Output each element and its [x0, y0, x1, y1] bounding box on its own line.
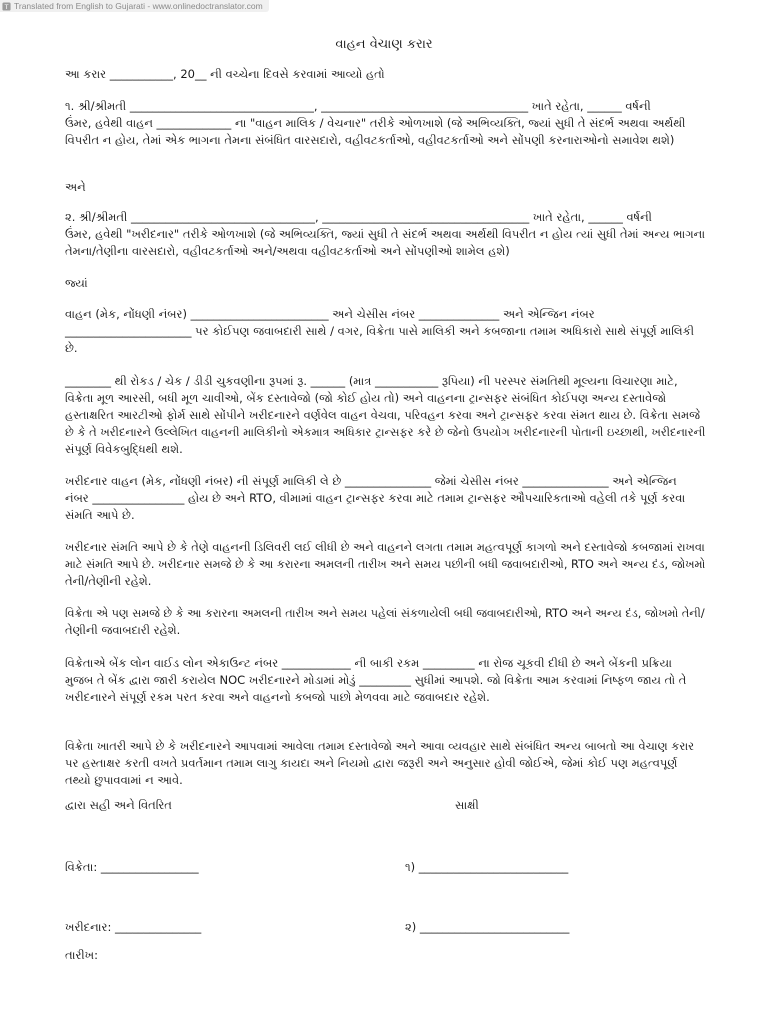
text-line: ખરીદનાર વાહન (મેક, નોંધણી નંબર) ની સંપૂર્ણ માલિકી લે છે _______________ જેમાં ચેસીસ નંબર _______________ અને એન્જિન [65, 474, 677, 488]
text-line: તેણીની જવાબદારી રહેશે. [65, 623, 181, 637]
text-line: સંપૂર્ણ વિવેકબુદ્ધિથી થશે. [65, 442, 183, 456]
buyer-signature-line: ખરીદનાર: _______________ [65, 920, 202, 934]
text-line: આ કરાર ___________, 20__ ની વચ્ચેના દિવસે કરવામાં આવ્યો હતો [65, 67, 385, 81]
text-line: મુજબ તે બેંક દ્વારા જારી કરાયેલ NOC ખરીદનારને મોડામાં મોડું _________ સુધીમાં આપશે. જો વિક્રેતા આમ કરવામાં નિષ્ફળ જાય તો તે [65, 673, 687, 687]
text-line: ઉંમર, હવેથી વાહન _____________ ના "વાહન માલિક / વેચનાર" તરીકે ઓળખાશે (જે અભિવ્યક્તિ, જ્યાં સુધી તે સંદર્ભ અથવા અર્થથી [65, 116, 686, 130]
text-line: અને [65, 180, 86, 194]
text-line: ૨. શ્રી/શ્રીમતી ________________________________, ____________________________________ ખાતે રહેતા, ______ વર્ષની [65, 210, 652, 224]
text-line: ખરીદનારને સંપૂર્ણ રકમ પરત કરવા અને વાહનનો કબજો પાછો મેળવવા માટે જવાબદાર રહેશે. [65, 690, 490, 704]
text-line: ______________________ પર કોઈપણ જવાબદારી સાથે / વગર, વિક્રેતા પાસે માલિકી અને કબજાના તમામ અધિકારો સાથે સંપૂર્ણ માલિકી [65, 324, 694, 338]
witness-2-signature-line: ૨) __________________________ [405, 920, 570, 934]
text-line: વિક્રેતા ખાતરી આપે છે કે ખરીદનારને આપવામાં આવેલા તમામ દસ્તાવેજો અને આવા વ્યવહાર સાથે સંબંધિત અન્ય બાબતો આ વેચાણ કરાર [65, 739, 695, 753]
text-line: વાહન (મેક, નોંધણી નંબર) ________________________ અને ચેસીસ નંબર ______________ અને એન્જિન નંબર [65, 307, 595, 321]
text-line: ખરીદનાર સંમતિ આપે છે કે તેણે વાહનની ડિલિવરી લઈ લીધી છે અને વાહનને લગતા તમામ મહત્વપૂર્ણ કાગળો અને દસ્તાવેજો કબજામાં રાખવા [65, 540, 705, 554]
text-line: તથ્યો છુપાવવામાં ન આવે. [65, 773, 183, 787]
text-line: નંબર ________________ હોય છે અને RTO, વીમામાં વાહન ટ્રાન્સફર કરવા માટે તમામ ટ્રાન્સફર ઔપચારિકતાઓ વહેલી તકે પૂર્ણ કરવા [65, 491, 686, 505]
text-line: તેમના/તેણીના વારસદારો, વહીવટકર્તાઓ અને/અથવા વહીવટકર્તાઓ અને સોંપણીઓ શામેલ હશે) [65, 244, 510, 258]
text-line: ઉંમર, હવેથી "ખરીદનાર" તરીકે ઓળખાશે (જે અભિવ્યક્તિ, જ્યાં સુધી તે સંદર્ભ અથવા અર્થથી વિપરીત ન હોય ત્યાં સુધી તેમાં અન્ય ભાગના [65, 227, 706, 241]
document-title: વાહન વેચાણ કરાર [335, 37, 433, 52]
text-line: વિક્રેતાએ બેંક લોન વાઈડ લોન એકાઉન્ટ નંબર ____________ ની બાકી રકમ _________ ના રોજ ચૂકવી દીધી છે અને બેંકની પ્રક્રિયા [65, 656, 672, 670]
text-line: વિક્રેતા એ પણ સમજે છે કે આ કરારના અમલની તારીખ અને સમય પહેલાં સંકળાયેલી બધી જવાબદારીઓ, RTO અને અન્ય દંડ, જોખમો તેની/ [65, 606, 705, 620]
witness-label: સાક્ષી [455, 798, 479, 812]
seller-signature-line: વિક્રેતા: _________________ [65, 860, 199, 874]
text-line: સંમતિ આપે છે. [65, 508, 135, 522]
signed-delivered-label: દ્વારા સહી અને વિતરિત [65, 798, 172, 812]
text-line: પર હસ્તાક્ષર કરતી વખતે પ્રવર્તમાન તમામ લાગુ કાયદા અને નિયમો દ્વારા જરૂરી અને અનુસાર હોવી જોઈએ, જેમાં કોઈ પણ મહત્વપૂર્ણ [65, 756, 678, 770]
svg-text:T: T [4, 3, 9, 11]
text-line: વિપરીત ન હોય, તેમાં એક ભાગના તેમના સંબંધિત વારસદારો, વહીવટકર્તાઓ, વહીવટકર્તાઓ અને સોંપણી કરનારાઓનો સમાવેશ થશે) [65, 133, 675, 147]
text-line: છે કે તે ખરીદનારને ઉલ્લેખિત વાહનની માલિકીનો એકમાત્ર અધિકાર ટ્રાન્સફર કરે છે જેનો ઉપયોગ ખરીદનારની પોતાની ઇચ્છાથી, ખરીદનારની [65, 425, 706, 439]
text-line: માટે સંમતિ આપે છે. ખરીદનાર સમજે છે કે આ કરારના અમલની તારીખ અને સમય પછીની બધી જવાબદારીઓ, RTO અને અન્ય દંડ, જોખમો [65, 557, 706, 571]
text-line: જ્યાં [65, 276, 88, 290]
text-line: તેની/તેણીની રહેશે. [65, 574, 152, 588]
date-label: તારીખ: [65, 948, 99, 962]
text-line: ૧. શ્રી/શ્રીમતી ________________________________, ____________________________________ ખાતે રહેતા, ______ વર્ષની [65, 99, 651, 113]
translation-banner-text: Translated from English to Gujarati - www.onlinedoctranslator.com [14, 1, 263, 11]
text-line: વિક્રેતા મૂળ આરસી, બધી મૂળ ચાવીઓ, બેંક દસ્તાવેજો (જો કોઈ હોય તો) અને વાહનના ટ્રાન્સફર સંબંધિત કોઈપણ અન્ય દસ્તાવેજો [65, 391, 667, 405]
text-line: ________ થી રોકડ / ચેક / ડીડી ચુકવણીના રૂપમાં રૂ. ______ (માત્ર ___________ રૂપિયા) ની પરસ્પર સંમતિથી મૂલ્યના વિચારણા માટે, [65, 374, 678, 388]
text-line: છે. [65, 341, 78, 355]
text-line: હસ્તાક્ષરિત આરટીઓ ફોર્મ સાથે સોંપીને ખરીદનારને વર્ણવેલ વાહન વેચવા, પરિવહન કરવા અને ટ્રાન્સફર કરવા સંમત થાય છે. વિક્રેતા સમજે [65, 408, 701, 422]
witness-1-signature-line: ૧) __________________________ [405, 860, 569, 874]
